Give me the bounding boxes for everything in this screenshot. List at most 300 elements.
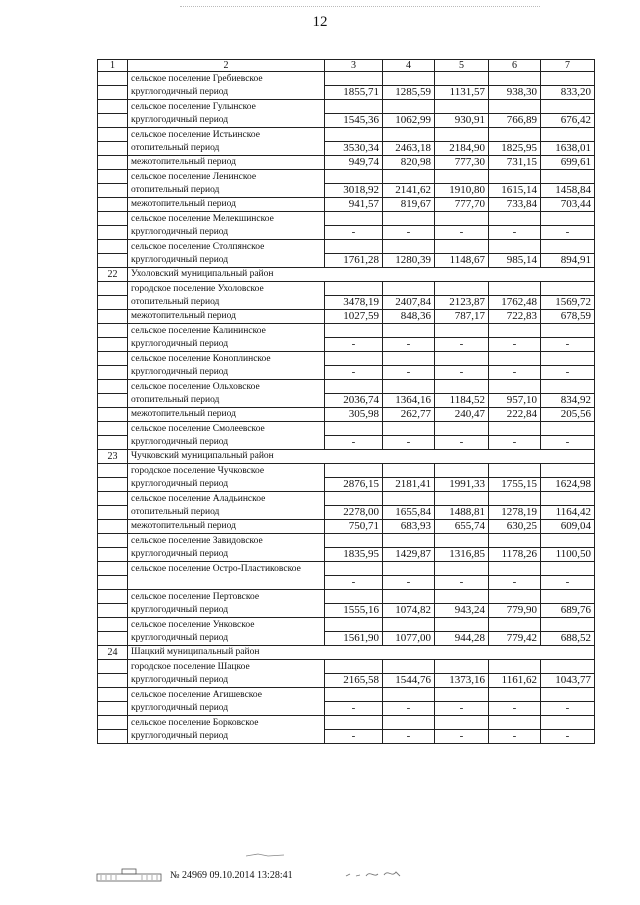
index-cell bbox=[98, 100, 128, 114]
value-col-7: 894,91 bbox=[541, 254, 595, 268]
value-col-4: 1074,82 bbox=[383, 604, 435, 618]
empty-cell bbox=[489, 212, 541, 226]
empty-cell bbox=[541, 688, 595, 702]
empty-cell bbox=[383, 72, 435, 86]
value-col-7: - bbox=[541, 702, 595, 716]
table-row bbox=[98, 296, 595, 310]
period-label: отопительный период bbox=[128, 142, 325, 156]
value-col-3: - bbox=[325, 366, 383, 380]
value-col-4: 1285,59 bbox=[383, 86, 435, 100]
index-cell bbox=[98, 702, 128, 716]
period-label: межотопительный период bbox=[128, 198, 325, 212]
value-col-3: - bbox=[325, 226, 383, 240]
value-col-5: 787,17 bbox=[435, 310, 489, 324]
value-col-5: 777,70 bbox=[435, 198, 489, 212]
value-col-7: - bbox=[541, 576, 595, 590]
empty-cell bbox=[383, 352, 435, 366]
value-col-6: 938,30 bbox=[489, 86, 541, 100]
settlement-name: городское поселение Ухоловское bbox=[128, 282, 325, 296]
period-label: круглогодичный период bbox=[128, 254, 325, 268]
table-row bbox=[98, 548, 595, 562]
value-col-4: 819,67 bbox=[383, 198, 435, 212]
value-col-6: 1278,19 bbox=[489, 506, 541, 520]
value-col-5: 2123,87 bbox=[435, 296, 489, 310]
value-col-4: - bbox=[383, 730, 435, 744]
empty-cell bbox=[541, 422, 595, 436]
column-header-5: 5 bbox=[435, 60, 489, 72]
value-col-5: 1488,81 bbox=[435, 506, 489, 520]
district-row bbox=[98, 646, 595, 660]
value-col-7: 205,56 bbox=[541, 408, 595, 422]
settlement-name: сельское поселение Унковское bbox=[128, 618, 325, 632]
empty-cell bbox=[435, 352, 489, 366]
settlement-title-row bbox=[98, 380, 595, 394]
table-row bbox=[98, 604, 595, 618]
index-cell bbox=[98, 310, 128, 324]
value-col-5: 1131,57 bbox=[435, 86, 489, 100]
index-cell bbox=[98, 520, 128, 534]
table-row bbox=[98, 142, 595, 156]
empty-cell bbox=[541, 100, 595, 114]
settlement-name: сельское поселение Смолеевское bbox=[128, 422, 325, 436]
value-col-3: 1027,59 bbox=[325, 310, 383, 324]
settlement-name: сельское поселение Борковское bbox=[128, 716, 325, 730]
empty-cell bbox=[435, 716, 489, 730]
empty-cell bbox=[435, 128, 489, 142]
value-col-7: - bbox=[541, 730, 595, 744]
empty-cell bbox=[541, 324, 595, 338]
value-col-6: 1178,26 bbox=[489, 548, 541, 562]
empty-cell bbox=[383, 380, 435, 394]
period-label: межотопительный период bbox=[128, 310, 325, 324]
period-label: межотопительный период bbox=[128, 408, 325, 422]
district-name: Шацкий муниципальный район bbox=[128, 646, 595, 660]
value-col-6: - bbox=[489, 366, 541, 380]
index-cell bbox=[98, 590, 128, 604]
empty-cell bbox=[541, 128, 595, 142]
period-label: круглогодичный период bbox=[128, 702, 325, 716]
settlement-title-row bbox=[98, 492, 595, 506]
value-col-6: 779,90 bbox=[489, 604, 541, 618]
empty-cell bbox=[541, 72, 595, 86]
empty-cell bbox=[489, 352, 541, 366]
value-col-5: - bbox=[435, 702, 489, 716]
value-col-3: 949,74 bbox=[325, 156, 383, 170]
value-col-4: 683,93 bbox=[383, 520, 435, 534]
empty-cell bbox=[541, 464, 595, 478]
empty-cell bbox=[541, 618, 595, 632]
settlement-title-row bbox=[98, 562, 595, 576]
settlement-title-row bbox=[98, 100, 595, 114]
empty-cell bbox=[489, 324, 541, 338]
settlement-name: сельское поселение Гулынское bbox=[128, 100, 325, 114]
empty-cell bbox=[489, 562, 541, 576]
value-col-5: 1373,16 bbox=[435, 674, 489, 688]
empty-cell bbox=[325, 380, 383, 394]
empty-cell bbox=[489, 422, 541, 436]
empty-cell bbox=[489, 282, 541, 296]
value-col-6: 731,15 bbox=[489, 156, 541, 170]
settlement-title-row bbox=[98, 352, 595, 366]
settlement-title-row bbox=[98, 422, 595, 436]
empty-cell bbox=[383, 492, 435, 506]
settlement-title-row bbox=[98, 282, 595, 296]
empty-cell bbox=[489, 170, 541, 184]
value-col-3: 2876,15 bbox=[325, 478, 383, 492]
settlement-name: сельское поселение Агишевское bbox=[128, 688, 325, 702]
empty-cell bbox=[435, 100, 489, 114]
table-row bbox=[98, 114, 595, 128]
index-cell bbox=[98, 212, 128, 226]
value-col-3: 2278,00 bbox=[325, 506, 383, 520]
value-col-5: - bbox=[435, 730, 489, 744]
settlement-name: сельское поселение Столпянское bbox=[128, 240, 325, 254]
index-cell bbox=[98, 492, 128, 506]
document-reference: № 24969 09.10.2014 13:28:41 bbox=[170, 870, 293, 881]
empty-cell bbox=[541, 660, 595, 674]
index-cell bbox=[98, 184, 128, 198]
value-col-4: 2407,84 bbox=[383, 296, 435, 310]
empty-cell bbox=[325, 618, 383, 632]
index-cell bbox=[98, 142, 128, 156]
settlement-title-row bbox=[98, 240, 595, 254]
empty-cell bbox=[489, 688, 541, 702]
settlement-title-row bbox=[98, 128, 595, 142]
empty-cell bbox=[325, 72, 383, 86]
table-row bbox=[98, 632, 595, 646]
value-col-3: - bbox=[325, 576, 383, 590]
index-cell bbox=[98, 464, 128, 478]
empty-cell bbox=[383, 100, 435, 114]
table-row bbox=[98, 366, 595, 380]
settlement-name: сельское поселение Ольховское bbox=[128, 380, 325, 394]
settlement-name: сельское поселение Калининское bbox=[128, 324, 325, 338]
value-col-7: 833,20 bbox=[541, 86, 595, 100]
index-cell bbox=[98, 254, 128, 268]
value-col-3: 1555,16 bbox=[325, 604, 383, 618]
settlement-name: сельское поселение Гребиевское bbox=[128, 72, 325, 86]
settlement-name: городское поселение Шацкое bbox=[128, 660, 325, 674]
empty-cell bbox=[383, 590, 435, 604]
empty-cell bbox=[541, 240, 595, 254]
value-col-7: - bbox=[541, 436, 595, 450]
empty-cell bbox=[541, 492, 595, 506]
value-col-3: 3478,19 bbox=[325, 296, 383, 310]
empty-cell bbox=[435, 380, 489, 394]
value-col-5: 943,24 bbox=[435, 604, 489, 618]
value-col-6: 1762,48 bbox=[489, 296, 541, 310]
value-col-3: 1545,36 bbox=[325, 114, 383, 128]
value-col-5: 655,74 bbox=[435, 520, 489, 534]
empty-cell bbox=[489, 464, 541, 478]
table-row bbox=[98, 436, 595, 450]
empty-cell bbox=[325, 352, 383, 366]
value-col-4: 2463,18 bbox=[383, 142, 435, 156]
value-col-3: - bbox=[325, 436, 383, 450]
settlement-title-row bbox=[98, 212, 595, 226]
value-col-4: 1655,84 bbox=[383, 506, 435, 520]
value-col-7: 1164,42 bbox=[541, 506, 595, 520]
value-col-7: 1569,72 bbox=[541, 296, 595, 310]
empty-cell bbox=[435, 212, 489, 226]
value-col-5: - bbox=[435, 366, 489, 380]
column-header-6: 6 bbox=[489, 60, 541, 72]
index-cell bbox=[98, 506, 128, 520]
table-row bbox=[98, 184, 595, 198]
empty-cell bbox=[383, 618, 435, 632]
table-row bbox=[98, 408, 595, 422]
value-col-3: 3530,34 bbox=[325, 142, 383, 156]
value-col-3: 3018,92 bbox=[325, 184, 383, 198]
empty-cell bbox=[489, 716, 541, 730]
table-row bbox=[98, 86, 595, 100]
index-cell bbox=[98, 394, 128, 408]
index-cell bbox=[98, 114, 128, 128]
table-row bbox=[98, 674, 595, 688]
value-col-6: - bbox=[489, 226, 541, 240]
period-label: межотопительный период bbox=[128, 520, 325, 534]
value-col-7: - bbox=[541, 366, 595, 380]
value-col-5: 2184,90 bbox=[435, 142, 489, 156]
empty-cell bbox=[489, 618, 541, 632]
value-col-5: 1910,80 bbox=[435, 184, 489, 198]
index-cell bbox=[98, 478, 128, 492]
index-cell bbox=[98, 156, 128, 170]
empty-cell bbox=[435, 282, 489, 296]
empty-cell bbox=[325, 464, 383, 478]
value-col-7: 1624,98 bbox=[541, 478, 595, 492]
value-col-5: 930,91 bbox=[435, 114, 489, 128]
index-cell bbox=[98, 534, 128, 548]
table-row bbox=[98, 506, 595, 520]
table-row bbox=[98, 478, 595, 492]
value-col-7: 609,04 bbox=[541, 520, 595, 534]
value-col-6: - bbox=[489, 702, 541, 716]
empty-cell bbox=[489, 240, 541, 254]
value-col-5: 944,28 bbox=[435, 632, 489, 646]
value-col-4: - bbox=[383, 436, 435, 450]
empty-cell bbox=[541, 380, 595, 394]
period-label: круглогодичный период bbox=[128, 366, 325, 380]
period-label: круглогодичный период bbox=[128, 632, 325, 646]
value-col-7: 699,61 bbox=[541, 156, 595, 170]
value-col-7: 688,52 bbox=[541, 632, 595, 646]
district-index: 23 bbox=[98, 450, 128, 464]
empty-cell bbox=[325, 492, 383, 506]
settlement-name: сельское поселение Ленинское bbox=[128, 170, 325, 184]
value-col-4: - bbox=[383, 366, 435, 380]
index-cell bbox=[98, 422, 128, 436]
period-label: круглогодичный период bbox=[128, 436, 325, 450]
empty-cell bbox=[383, 422, 435, 436]
period-label: круглогодичный период bbox=[128, 604, 325, 618]
empty-cell bbox=[325, 324, 383, 338]
empty-cell bbox=[435, 688, 489, 702]
value-col-4: 1429,87 bbox=[383, 548, 435, 562]
value-col-6: - bbox=[489, 730, 541, 744]
empty-cell bbox=[325, 170, 383, 184]
index-cell bbox=[98, 240, 128, 254]
empty-cell bbox=[383, 688, 435, 702]
settlement-name: сельское поселение Коноплинское bbox=[128, 352, 325, 366]
value-col-6: 1755,15 bbox=[489, 478, 541, 492]
settlement-name: сельское поселение Истьинское bbox=[128, 128, 325, 142]
table-row bbox=[98, 576, 595, 590]
empty-cell bbox=[435, 660, 489, 674]
value-col-3: 2165,58 bbox=[325, 674, 383, 688]
index-cell bbox=[98, 198, 128, 212]
settlement-name: сельское поселение Аладьинское bbox=[128, 492, 325, 506]
value-col-6: 985,14 bbox=[489, 254, 541, 268]
value-col-4: - bbox=[383, 226, 435, 240]
index-cell bbox=[98, 380, 128, 394]
value-col-3: 750,71 bbox=[325, 520, 383, 534]
period-label: круглогодичный период bbox=[128, 548, 325, 562]
column-header-1: 1 bbox=[98, 60, 128, 72]
value-col-7: 689,76 bbox=[541, 604, 595, 618]
index-cell bbox=[98, 436, 128, 450]
settlement-title-row bbox=[98, 618, 595, 632]
column-header-3: 3 bbox=[325, 60, 383, 72]
empty-cell bbox=[541, 562, 595, 576]
index-cell bbox=[98, 86, 128, 100]
value-col-4: 848,36 bbox=[383, 310, 435, 324]
value-col-4: 1364,16 bbox=[383, 394, 435, 408]
period-label: отопительный период bbox=[128, 184, 325, 198]
index-cell bbox=[98, 338, 128, 352]
empty-cell bbox=[383, 716, 435, 730]
empty-cell bbox=[383, 240, 435, 254]
index-cell bbox=[98, 548, 128, 562]
value-col-5: - bbox=[435, 226, 489, 240]
value-col-7: 703,44 bbox=[541, 198, 595, 212]
index-cell bbox=[98, 128, 128, 142]
empty-cell bbox=[489, 128, 541, 142]
table-row bbox=[98, 156, 595, 170]
value-col-7: 678,59 bbox=[541, 310, 595, 324]
value-col-3: 941,57 bbox=[325, 198, 383, 212]
value-col-6: 222,84 bbox=[489, 408, 541, 422]
empty-cell bbox=[435, 324, 489, 338]
empty-cell bbox=[383, 534, 435, 548]
settlement-title-row bbox=[98, 590, 595, 604]
value-col-4: 1077,00 bbox=[383, 632, 435, 646]
index-cell bbox=[98, 366, 128, 380]
value-col-6: 1825,95 bbox=[489, 142, 541, 156]
value-col-6: - bbox=[489, 436, 541, 450]
value-col-5: 1184,52 bbox=[435, 394, 489, 408]
index-cell bbox=[98, 632, 128, 646]
column-header-2: 2 bbox=[128, 60, 325, 72]
empty-cell bbox=[383, 170, 435, 184]
column-header-4: 4 bbox=[383, 60, 435, 72]
district-row bbox=[98, 268, 595, 282]
table-row bbox=[98, 310, 595, 324]
top-scan-line bbox=[180, 6, 540, 8]
empty-cell bbox=[541, 282, 595, 296]
empty-cell bbox=[325, 660, 383, 674]
value-col-3: - bbox=[325, 702, 383, 716]
value-col-7: 834,92 bbox=[541, 394, 595, 408]
district-row bbox=[98, 450, 595, 464]
settlement-name: сельское поселение Остро-Пластиковское bbox=[128, 562, 325, 576]
empty-cell bbox=[489, 660, 541, 674]
empty-cell bbox=[383, 128, 435, 142]
value-col-5: 1148,67 bbox=[435, 254, 489, 268]
table-row bbox=[98, 520, 595, 534]
value-col-4: - bbox=[383, 576, 435, 590]
value-col-7: 1043,77 bbox=[541, 674, 595, 688]
tariff-table bbox=[97, 59, 595, 744]
empty-cell bbox=[325, 688, 383, 702]
settlement-title-row bbox=[98, 464, 595, 478]
column-header-7: 7 bbox=[541, 60, 595, 72]
page-number: 12 bbox=[312, 14, 328, 30]
value-col-6: 957,10 bbox=[489, 394, 541, 408]
value-col-7: 1100,50 bbox=[541, 548, 595, 562]
handwritten-initials-icon bbox=[344, 866, 404, 880]
value-col-5: - bbox=[435, 436, 489, 450]
empty-cell bbox=[541, 590, 595, 604]
value-col-6: 733,84 bbox=[489, 198, 541, 212]
empty-cell bbox=[325, 240, 383, 254]
empty-cell bbox=[435, 562, 489, 576]
value-col-6: 630,25 bbox=[489, 520, 541, 534]
value-col-4: - bbox=[383, 338, 435, 352]
value-col-4: - bbox=[383, 702, 435, 716]
value-col-5: 1316,85 bbox=[435, 548, 489, 562]
empty-cell bbox=[435, 618, 489, 632]
value-col-7: 676,42 bbox=[541, 114, 595, 128]
value-col-3: - bbox=[325, 730, 383, 744]
empty-cell bbox=[489, 590, 541, 604]
empty-cell bbox=[489, 380, 541, 394]
index-cell bbox=[98, 352, 128, 366]
index-cell bbox=[98, 674, 128, 688]
value-col-7: - bbox=[541, 338, 595, 352]
empty-cell bbox=[541, 352, 595, 366]
settlement-title-row bbox=[98, 688, 595, 702]
settlement-title-row bbox=[98, 660, 595, 674]
empty-cell bbox=[435, 590, 489, 604]
settlement-name: сельское поселение Завидовское bbox=[128, 534, 325, 548]
settlement-name: городское поселение Чучковское bbox=[128, 464, 325, 478]
value-col-3: - bbox=[325, 338, 383, 352]
value-col-3: 1761,28 bbox=[325, 254, 383, 268]
settlement-title-row bbox=[98, 534, 595, 548]
period-label: отопительный период bbox=[128, 394, 325, 408]
index-cell bbox=[98, 282, 128, 296]
index-cell bbox=[98, 604, 128, 618]
empty-cell bbox=[435, 72, 489, 86]
empty-cell bbox=[435, 170, 489, 184]
value-col-4: 2141,62 bbox=[383, 184, 435, 198]
index-cell bbox=[98, 618, 128, 632]
settlement-title-row bbox=[98, 324, 595, 338]
value-col-4: 820,98 bbox=[383, 156, 435, 170]
value-col-3: 2036,74 bbox=[325, 394, 383, 408]
scan-mark-icon bbox=[246, 852, 286, 858]
value-col-5: - bbox=[435, 576, 489, 590]
value-col-3: 1855,71 bbox=[325, 86, 383, 100]
empty-cell bbox=[541, 716, 595, 730]
index-cell bbox=[98, 72, 128, 86]
value-col-7: - bbox=[541, 226, 595, 240]
empty-cell bbox=[383, 660, 435, 674]
table-row bbox=[98, 198, 595, 212]
empty-cell bbox=[541, 212, 595, 226]
empty-cell bbox=[435, 534, 489, 548]
